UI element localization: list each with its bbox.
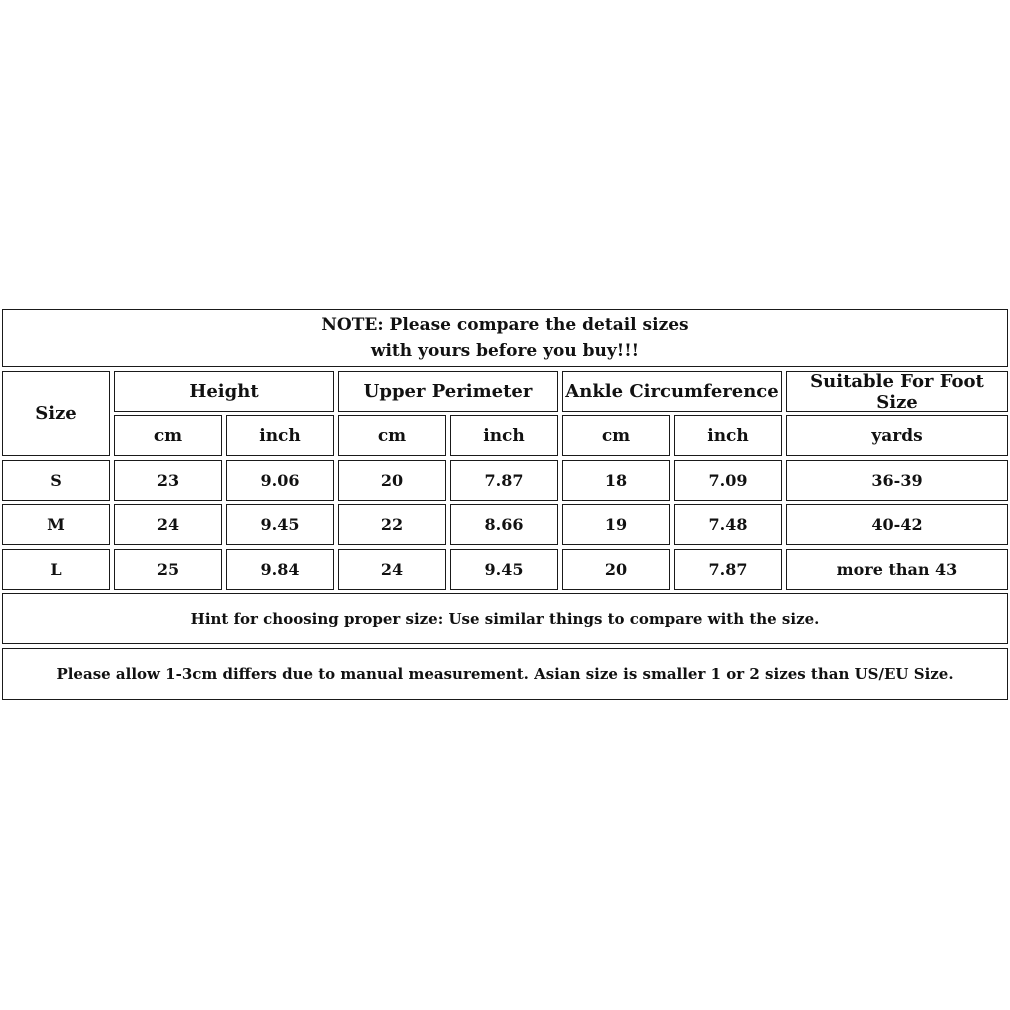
header-size: Size bbox=[2, 371, 110, 456]
row-m-foot: 40-42 bbox=[786, 504, 1008, 545]
note-line-1: NOTE: Please compare the detail sizes bbox=[321, 315, 689, 335]
row-l-size: L bbox=[2, 549, 110, 590]
unit-height-inch: inch bbox=[226, 415, 334, 456]
header-upper-perimeter: Upper Perimeter bbox=[338, 371, 558, 412]
row-l-ankle-cm: 20 bbox=[562, 549, 670, 590]
row-l-height-inch: 9.84 bbox=[226, 549, 334, 590]
row-m-height-cm: 24 bbox=[114, 504, 222, 545]
unit-ankle-inch: inch bbox=[674, 415, 782, 456]
row-m-ankle-cm: 19 bbox=[562, 504, 670, 545]
row-l-upper-inch: 9.45 bbox=[450, 549, 558, 590]
row-s-upper-inch: 7.87 bbox=[450, 460, 558, 501]
unit-upper-inch: inch bbox=[450, 415, 558, 456]
note-banner bbox=[2, 309, 1008, 367]
row-s-foot: 36-39 bbox=[786, 460, 1008, 501]
unit-upper-cm: cm bbox=[338, 415, 446, 456]
row-m-height-inch: 9.45 bbox=[226, 504, 334, 545]
row-m-size: M bbox=[2, 504, 110, 545]
hint-banner: Hint for choosing proper size: Use similar things to compare with the size. bbox=[2, 593, 1008, 644]
row-l-upper-cm: 24 bbox=[338, 549, 446, 590]
unit-ankle-cm: cm bbox=[562, 415, 670, 456]
row-s-upper-cm: 20 bbox=[338, 460, 446, 501]
row-s-height-inch: 9.06 bbox=[226, 460, 334, 501]
row-m-upper-cm: 22 bbox=[338, 504, 446, 545]
unit-foot-yards: yards bbox=[786, 415, 1008, 456]
row-m-ankle-inch: 7.48 bbox=[674, 504, 782, 545]
header-ankle-circumference: Ankle Circumference bbox=[562, 371, 782, 412]
row-s-ankle-inch: 7.09 bbox=[674, 460, 782, 501]
row-s-height-cm: 23 bbox=[114, 460, 222, 501]
header-foot-size: Suitable For Foot Size bbox=[786, 371, 1008, 412]
row-m-upper-inch: 8.66 bbox=[450, 504, 558, 545]
row-s-ankle-cm: 18 bbox=[562, 460, 670, 501]
header-height: Height bbox=[114, 371, 334, 412]
note-line-2: with yours before you buy!!! bbox=[370, 341, 640, 361]
row-l-height-cm: 25 bbox=[114, 549, 222, 590]
disclaimer-banner: Please allow 1-3cm differs due to manual measurement. Asian size is smaller 1 or 2 sizes than US/EU Size. bbox=[2, 648, 1008, 700]
unit-height-cm: cm bbox=[114, 415, 222, 456]
row-l-ankle-inch: 7.87 bbox=[674, 549, 782, 590]
row-s-size: S bbox=[2, 460, 110, 501]
row-l-foot: more than 43 bbox=[786, 549, 1008, 590]
